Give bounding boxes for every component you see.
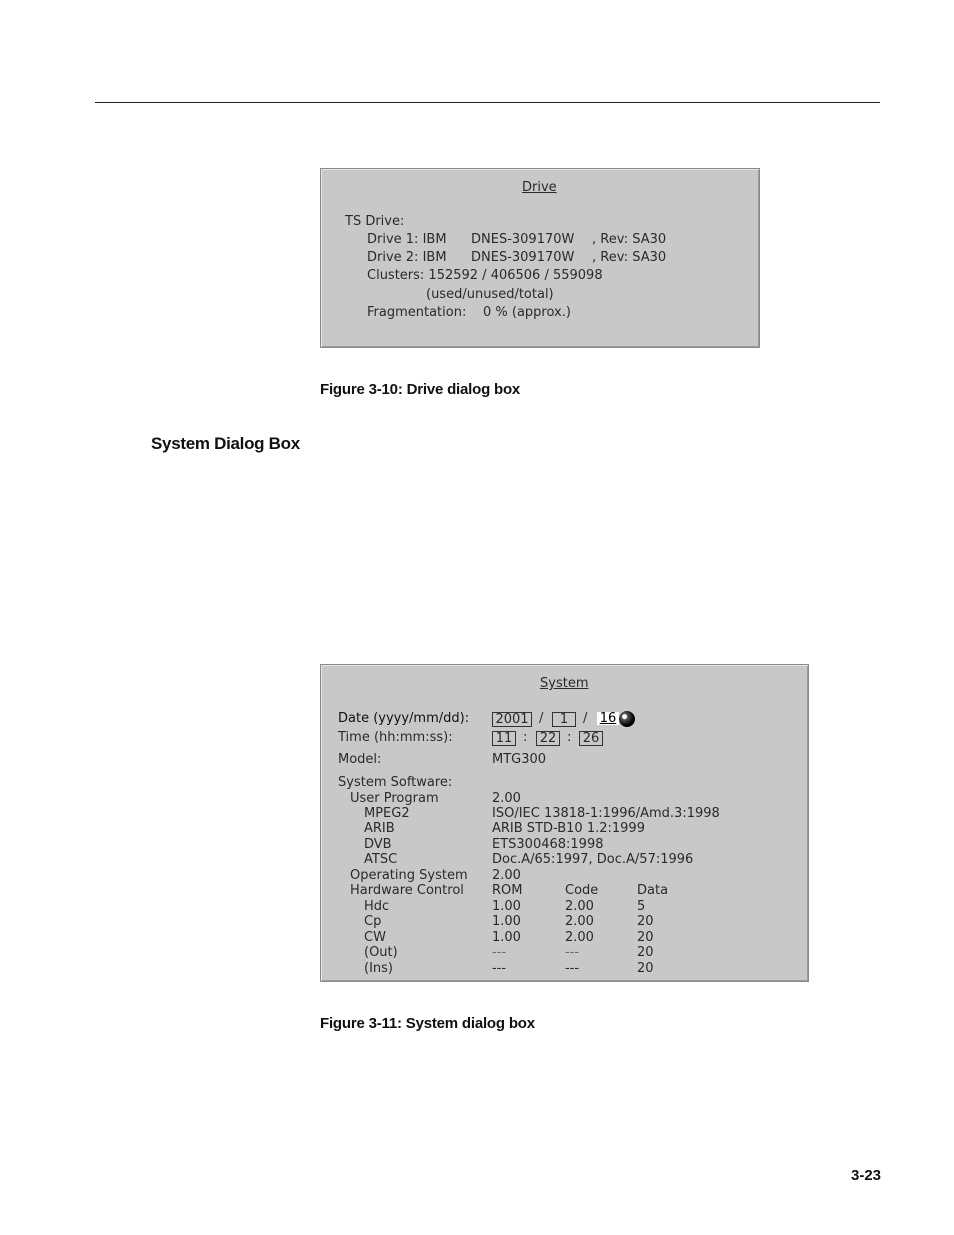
time-sep-1: : xyxy=(523,730,528,745)
time-hours-field[interactable]: 11 xyxy=(492,731,516,746)
page-number: 3-23 xyxy=(851,1167,882,1184)
hardware-row-rom: 1.00 xyxy=(492,930,521,945)
time-sep-2: : xyxy=(567,730,572,745)
figure-11-caption: Figure 3-11: System dialog box xyxy=(320,1015,535,1032)
hardware-row-label: (Ins) xyxy=(364,961,393,976)
section-heading: System Dialog Box xyxy=(151,434,300,453)
software-row-label: DVB xyxy=(364,837,392,852)
hardware-row-label: (Out) xyxy=(364,945,398,960)
drive-dialog xyxy=(320,168,760,348)
hardware-control-label: Hardware Control xyxy=(350,883,464,898)
column-header-data: Data xyxy=(637,883,669,898)
clusters-note: (used/unused/total) xyxy=(426,287,554,302)
drive1-model: DNES-309170W xyxy=(471,232,575,247)
date-month-field[interactable]: 1 xyxy=(552,712,576,727)
software-row-label: MPEG2 xyxy=(364,806,410,821)
hardware-row-code: --- xyxy=(565,945,580,960)
date-sep-1: / xyxy=(539,711,544,726)
date-sep-2: / xyxy=(583,711,588,726)
hardware-row-rom: 1.00 xyxy=(492,914,521,929)
date-year-field[interactable]: 2001 xyxy=(492,712,532,727)
hardware-row-label: Cp xyxy=(364,914,382,929)
drive2-label: Drive 2: IBM xyxy=(367,250,447,265)
figure-10-caption: Figure 3-10: Drive dialog box xyxy=(320,381,521,398)
drive2-model: DNES-309170W xyxy=(471,250,575,265)
hardware-row-label: CW xyxy=(364,930,386,945)
fragmentation-label: Fragmentation: xyxy=(367,305,467,320)
date-day-field[interactable]: 16 xyxy=(597,712,619,725)
system-dialog-title: System xyxy=(540,676,589,691)
drive1-label: Drive 1: IBM xyxy=(367,232,447,247)
hardware-row-code: 2.00 xyxy=(565,930,594,945)
software-row-value: 2.00 xyxy=(492,791,521,806)
time-minutes-field[interactable]: 22 xyxy=(536,731,560,746)
software-row-label: ATSC xyxy=(364,852,398,867)
software-row-value: Doc.A/65:1997, Doc.A/57:1996 xyxy=(492,852,694,867)
hardware-row-code: 2.00 xyxy=(565,914,594,929)
fragmentation-value: 0 % (approx.) xyxy=(483,305,571,320)
hardware-row-data: 20 xyxy=(637,945,654,960)
system-software-label: System Software: xyxy=(338,775,453,790)
software-row-label: Operating System xyxy=(350,868,468,883)
hardware-row-data: 5 xyxy=(637,899,646,914)
drive1-rev: , Rev: SA30 xyxy=(592,232,667,247)
time-seconds-field[interactable]: 26 xyxy=(579,731,603,746)
hardware-row-rom: --- xyxy=(492,945,507,960)
model-label: Model: xyxy=(338,752,382,767)
hardware-row-label: Hdc xyxy=(364,899,390,914)
time-label: Time (hh:mm:ss): xyxy=(338,730,453,745)
hardware-row-rom: 1.00 xyxy=(492,899,521,914)
drive-dialog-title: Drive xyxy=(522,180,557,195)
hardware-row-code: --- xyxy=(565,961,580,976)
column-header-code: Code xyxy=(565,883,599,898)
software-row-value: ETS300468:1998 xyxy=(492,837,604,852)
hardware-row-data: 20 xyxy=(637,961,654,976)
hardware-row-data: 20 xyxy=(637,930,654,945)
software-row-value: 2.00 xyxy=(492,868,521,883)
header-rule xyxy=(95,102,880,103)
software-row-value: ARIB STD-B10 1.2:1999 xyxy=(492,821,645,836)
adjust-knob-icon[interactable] xyxy=(619,711,635,727)
date-label: Date (yyyy/mm/dd): xyxy=(338,711,470,726)
software-row-label: ARIB xyxy=(364,821,395,836)
model-value: MTG300 xyxy=(492,752,547,767)
clusters-text: Clusters: 152592 / 406506 / 559098 xyxy=(367,268,603,283)
system-dialog xyxy=(320,664,809,982)
software-row-label: User Program xyxy=(350,791,439,806)
software-row-value: ISO/IEC 13818-1:1996/Amd.3:1998 xyxy=(492,806,720,821)
column-header-rom: ROM xyxy=(492,883,523,898)
drive2-rev: , Rev: SA30 xyxy=(592,250,667,265)
hardware-row-data: 20 xyxy=(637,914,654,929)
ts-drive-label: TS Drive: xyxy=(345,214,405,229)
hardware-row-rom: --- xyxy=(492,961,507,976)
hardware-row-code: 2.00 xyxy=(565,899,594,914)
